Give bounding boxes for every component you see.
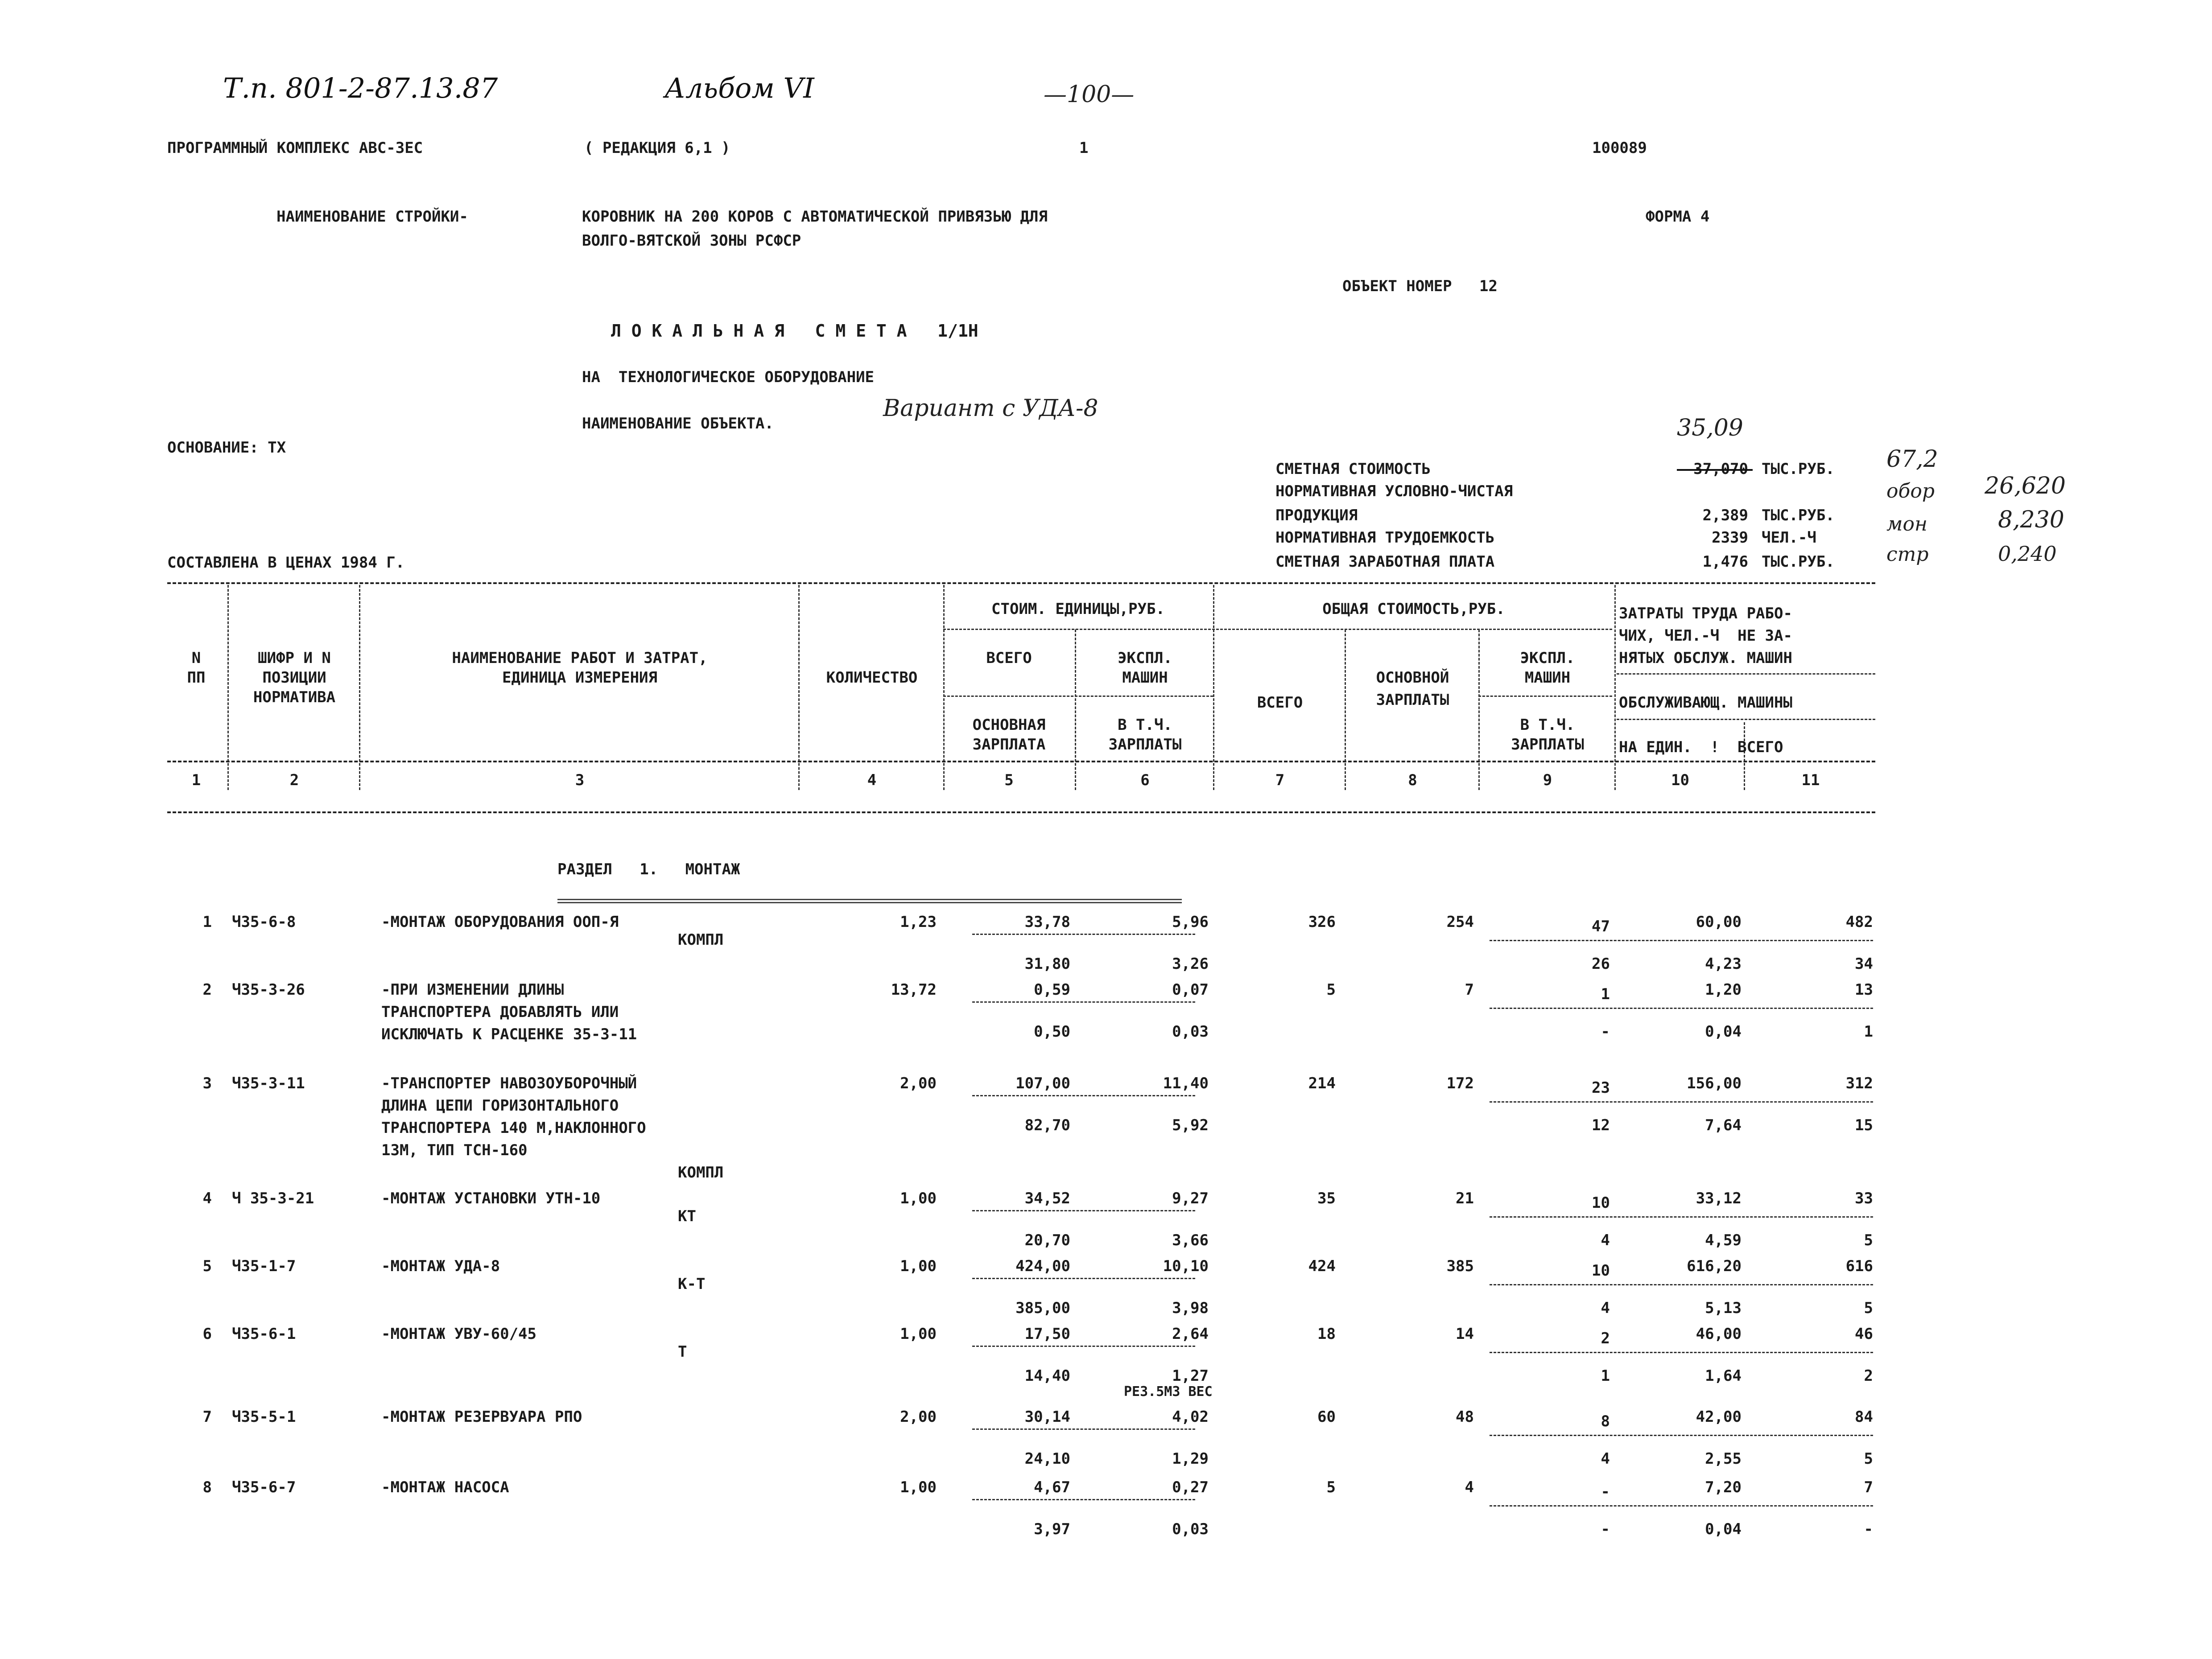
col-header-labor: ОБСЛУЖИВАЮЩ. МАШИНЫ xyxy=(1619,694,1792,712)
col-header-unit-cost: СТОИМ. ЕДИНИЦЫ,РУБ. xyxy=(991,600,1165,618)
col-header-vsego: ВСЕГО xyxy=(986,649,1032,667)
col-number: 7 xyxy=(1275,771,1285,789)
col-number: 2 xyxy=(289,771,299,789)
col-number: 4 xyxy=(867,771,877,789)
col-number: 11 xyxy=(1801,771,1820,789)
construction-name-line2: ВОЛГО-ВЯТСКОЙ ЗОНЫ РСФСР xyxy=(582,232,801,250)
row-labor-total-service: 15 xyxy=(1855,1116,1873,1134)
col-header-ekspl: ЭКСПЛ. xyxy=(1118,649,1172,667)
cell-divider xyxy=(972,934,1195,935)
row-quantity: 1,23 xyxy=(900,913,937,931)
cell-divider xyxy=(972,1210,1195,1211)
row-total-machines: 10 xyxy=(1592,1194,1610,1212)
row-total-salary: 21 xyxy=(1456,1190,1474,1207)
row-unit-machine-salary: 3,98 xyxy=(1172,1299,1209,1317)
col-header-number: N xyxy=(191,649,201,667)
row-quantity: 1,00 xyxy=(900,1257,937,1275)
header-subrule xyxy=(1617,719,1875,720)
col-header-vtch2: ЗАРПЛАТЫ xyxy=(1511,736,1584,753)
construction-label: НАИМЕНОВАНИЕ СТРОЙКИ- xyxy=(276,208,468,226)
row-labor-unit-service: 4,23 xyxy=(1705,955,1742,973)
row-labor-total-service: 5 xyxy=(1864,1299,1873,1317)
row-unit-machine-salary: 1,27 xyxy=(1172,1367,1209,1385)
row-work-name: ТРАНСПОРТЕРА ДОБАВЛЯТЬ ИЛИ xyxy=(381,1003,619,1021)
row-total-salary: 7 xyxy=(1465,981,1474,999)
row-total-machine-salary: 1 xyxy=(1601,1367,1610,1385)
row-unit-machine-salary: 1,29 xyxy=(1172,1450,1209,1468)
row-unit-total: 30,14 xyxy=(1024,1408,1070,1426)
summary-unit: ТЫС.РУБ. xyxy=(1762,553,1835,571)
col-header-ekspl: МАШИН xyxy=(1122,669,1168,687)
row-total: 18 xyxy=(1317,1325,1336,1343)
row-unit-total: 4,67 xyxy=(1034,1478,1070,1496)
document-title: Л О К А Л Ь Н А Я С М Е Т А 1/1Н xyxy=(611,321,978,341)
col-header-work-name: НАИМЕНОВАНИЕ РАБОТ И ЗАТРАТ, xyxy=(452,649,708,667)
section-underline xyxy=(557,899,1182,903)
row-total-salary: 254 xyxy=(1446,913,1474,931)
row-unit: К-Т xyxy=(678,1275,706,1293)
row-quantity: 1,00 xyxy=(900,1190,937,1207)
col-header-osn-zarplaty: ОСНОВНОЙ xyxy=(1376,669,1449,687)
row-unit-salary: 20,70 xyxy=(1024,1231,1070,1249)
col-header-code: НОРМАТИВА xyxy=(253,688,336,706)
row-note: РЕЗ.5МЗ ВЕС xyxy=(1124,1384,1213,1400)
row-unit-salary: 14,40 xyxy=(1024,1367,1070,1385)
section-title: РАЗДЕЛ 1. МОНТАЖ xyxy=(557,860,740,878)
header-subrule xyxy=(1478,696,1612,697)
row-work-name: ИСКЛЮЧАТЬ К РАСЦЕНКЕ 35-3-11 xyxy=(381,1025,637,1043)
row-number: 4 xyxy=(202,1190,212,1207)
row-code: Ч35-1-7 xyxy=(232,1257,296,1275)
table-border-top xyxy=(167,582,1875,584)
row-labor-total: 312 xyxy=(1845,1074,1873,1092)
col-header-osn-zarplata: ЗАРПЛАТА xyxy=(972,736,1046,753)
row-number: 6 xyxy=(202,1325,212,1343)
row-total-salary: 385 xyxy=(1446,1257,1474,1275)
row-number: 5 xyxy=(202,1257,212,1275)
handwritten-value: 26,620 xyxy=(1985,473,2066,499)
row-labor-unit: 46,00 xyxy=(1696,1325,1742,1343)
row-number: 7 xyxy=(202,1408,212,1426)
row-work-name: -ТРАНСПОРТЕР НАВОЗОУБОРОЧНЫЙ xyxy=(381,1074,637,1092)
column-separator xyxy=(227,585,229,790)
col-number: 3 xyxy=(575,771,585,789)
row-work-name: -МОНТАЖ ОБОРУДОВАНИЯ ООП-Я xyxy=(381,913,619,931)
row-labor-total-service: 5 xyxy=(1864,1231,1873,1249)
row-unit-machines: 9,27 xyxy=(1172,1190,1209,1207)
row-code: Ч35-6-7 xyxy=(232,1478,296,1496)
row-labor-unit-service: 5,13 xyxy=(1705,1299,1742,1317)
col-header-vtch: В Т.Ч. xyxy=(1118,716,1172,734)
handwritten-note: 67,2 xyxy=(1886,446,1938,473)
header-subrule xyxy=(943,696,1213,697)
document-subtitle: НА ТЕХНОЛОГИЧЕСКОЕ ОБОРУДОВАНИЕ xyxy=(582,368,875,386)
row-labor-unit: 156,00 xyxy=(1687,1074,1742,1092)
col-number: 6 xyxy=(1140,771,1150,789)
summary-label: НОРМАТИВНАЯ УСЛОВНО-ЧИСТАЯ xyxy=(1275,482,1513,500)
construction-name-line1: КОРОВНИК НА 200 КОРОВ С АВТОМАТИЧЕСКОЙ ПРИВЯЗЬЮ ДЛЯ xyxy=(582,208,1048,226)
form-number: ФОРМА 4 xyxy=(1646,208,1710,226)
col-header-number: ПП xyxy=(187,669,206,687)
row-total-machine-salary: - xyxy=(1601,1023,1610,1041)
col-header-labor: НЯТЫХ ОБСЛУЖ. МАШИН xyxy=(1619,649,1792,667)
row-total-salary: 48 xyxy=(1456,1408,1474,1426)
row-work-name: ДЛИНА ЦЕПИ ГОРИЗОНТАЛЬНОГО xyxy=(381,1097,619,1115)
strike-through xyxy=(1677,469,1753,471)
col-header-total: ВСЕГО xyxy=(1257,694,1303,712)
row-code: Ч35-5-1 xyxy=(232,1408,296,1426)
row-code: Ч35-6-8 xyxy=(232,913,296,931)
col-header-labor: НА ЕДИН. ! ВСЕГО xyxy=(1619,738,1783,756)
row-labor-unit-service: 0,04 xyxy=(1705,1520,1742,1538)
col-header-total-cost: ОБЩАЯ СТОИМОСТЬ,РУБ. xyxy=(1322,600,1505,618)
row-labor-unit: 1,20 xyxy=(1705,981,1742,999)
row-total-machine-salary: - xyxy=(1601,1520,1610,1538)
row-unit-machines: 0,27 xyxy=(1172,1478,1209,1496)
row-unit-machines: 5,96 xyxy=(1172,913,1209,931)
cell-divider xyxy=(1490,1284,1873,1285)
row-number: 8 xyxy=(202,1478,212,1496)
cell-divider xyxy=(1490,1352,1873,1353)
row-labor-unit-service: 4,59 xyxy=(1705,1231,1742,1249)
row-quantity: 2,00 xyxy=(900,1074,937,1092)
column-separator xyxy=(1213,585,1214,790)
cell-divider xyxy=(972,1428,1195,1430)
row-total-salary: 172 xyxy=(1446,1074,1474,1092)
summary-label: СМЕТНАЯ СТОИМОСТЬ xyxy=(1275,460,1431,478)
price-level: СОСТАВЛЕНА В ЦЕНАХ 1984 Г. xyxy=(167,554,405,572)
row-unit-total: 34,52 xyxy=(1024,1190,1070,1207)
row-labor-total: 7 xyxy=(1864,1478,1873,1496)
cell-divider xyxy=(1490,1008,1873,1009)
row-unit-salary: 31,80 xyxy=(1024,955,1070,973)
row-labor-total: 616 xyxy=(1845,1257,1873,1275)
row-labor-unit-service: 7,64 xyxy=(1705,1116,1742,1134)
cell-divider xyxy=(1490,1101,1873,1103)
document-code: 100089 xyxy=(1592,139,1647,157)
row-total-machine-salary: 4 xyxy=(1601,1231,1610,1249)
cell-divider xyxy=(1490,1435,1873,1436)
row-total: 35 xyxy=(1317,1190,1336,1207)
cell-divider xyxy=(1490,940,1873,941)
row-unit-machines: 10,10 xyxy=(1163,1257,1209,1275)
project-code-stamp: Т.п. 801-2-87.13.87 xyxy=(223,72,498,104)
row-labor-total: 46 xyxy=(1855,1325,1873,1343)
col-header-osn-zarplaty: ЗАРПЛАТЫ xyxy=(1376,691,1449,709)
row-labor-total-service: 34 xyxy=(1855,955,1873,973)
col-header-code: ШИФР И N xyxy=(258,649,331,667)
handwritten-note: стр xyxy=(1886,543,1929,566)
row-labor-total: 13 xyxy=(1855,981,1873,999)
row-number: 3 xyxy=(202,1074,212,1092)
col-number: 10 xyxy=(1671,771,1689,789)
row-code: Ч 35-3-21 xyxy=(232,1190,314,1207)
row-number: 2 xyxy=(202,981,212,999)
cell-divider xyxy=(972,1346,1195,1347)
header-subrule xyxy=(943,629,1612,630)
row-labor-unit-service: 1,64 xyxy=(1705,1367,1742,1385)
row-total: 5 xyxy=(1326,981,1336,999)
row-unit-total: 33,78 xyxy=(1024,913,1070,931)
col-header-quantity: КОЛИЧЕСТВО xyxy=(826,669,918,687)
handwritten-value: 0,240 xyxy=(1998,542,2057,566)
row-labor-total-service: 5 xyxy=(1864,1450,1873,1468)
row-unit-total: 0,59 xyxy=(1034,981,1070,999)
object-name-handwritten: Вариант с УДА-8 xyxy=(883,395,1098,422)
row-total-machines: 10 xyxy=(1592,1262,1610,1280)
row-total-machines: 8 xyxy=(1601,1412,1610,1430)
row-unit-machine-salary: 5,92 xyxy=(1172,1116,1209,1134)
row-total-machines: 23 xyxy=(1592,1079,1610,1097)
row-total-machine-salary: 4 xyxy=(1601,1450,1610,1468)
row-labor-total-service: 2 xyxy=(1864,1367,1873,1385)
row-unit: КОМПЛ xyxy=(678,1164,724,1181)
row-labor-unit: 60,00 xyxy=(1696,913,1742,931)
summary-unit: ТЫС.РУБ. xyxy=(1762,506,1835,524)
col-number: 9 xyxy=(1543,771,1552,789)
row-work-name: -МОНТАЖ НАСОСА xyxy=(381,1478,509,1496)
row-total-salary: 14 xyxy=(1456,1325,1474,1343)
row-labor-total: 482 xyxy=(1845,913,1873,931)
row-labor-total-service: - xyxy=(1864,1520,1873,1538)
row-total: 60 xyxy=(1317,1408,1336,1426)
handwritten-correction: 35,09 xyxy=(1677,415,1743,441)
row-total-machines: 47 xyxy=(1592,918,1610,935)
column-separator xyxy=(359,585,360,790)
basis: ОСНОВАНИЕ: ТХ xyxy=(167,439,286,457)
row-labor-unit: 7,20 xyxy=(1705,1478,1742,1496)
row-unit-machines: 11,40 xyxy=(1163,1074,1209,1092)
cell-divider xyxy=(972,1499,1195,1500)
object-name-label: НАИМЕНОВАНИЕ ОБЪЕКТА. xyxy=(582,415,774,432)
program-name: ПРОГРАММНЫЙ КОМПЛЕКС АВС-3ЕС xyxy=(167,139,423,157)
row-unit-machines: 4,02 xyxy=(1172,1408,1209,1426)
summary-unit: ЧЕЛ.-Ч xyxy=(1762,529,1816,547)
summary-label: ПРОДУКЦИЯ xyxy=(1275,506,1358,524)
row-total: 424 xyxy=(1308,1257,1336,1275)
header-subrule xyxy=(1617,673,1875,675)
row-labor-unit: 33,12 xyxy=(1696,1190,1742,1207)
col-number: 8 xyxy=(1408,771,1417,789)
row-unit-total: 424,00 xyxy=(1015,1257,1070,1275)
row-unit-salary: 82,70 xyxy=(1024,1116,1070,1134)
cell-divider xyxy=(972,1278,1195,1279)
row-unit: КТ xyxy=(678,1207,696,1225)
row-quantity: 1,00 xyxy=(900,1325,937,1343)
handwritten-note: обор xyxy=(1886,480,1935,502)
album-stamp: Альбом VI xyxy=(664,72,814,104)
summary-label: СМЕТНАЯ ЗАРАБОТНАЯ ПЛАТА xyxy=(1275,553,1495,571)
row-unit: Т xyxy=(678,1343,687,1361)
handwritten-note: мон xyxy=(1886,513,1927,535)
summary-value: 1,476 xyxy=(1702,553,1748,571)
cell-divider xyxy=(972,1001,1195,1003)
col-header-vtch: ЗАРПЛАТЫ xyxy=(1108,736,1182,753)
col-header-labor: ЧИХ, ЧЕЛ.-Ч НЕ ЗА- xyxy=(1619,627,1792,645)
col-header-code: ПОЗИЦИИ xyxy=(262,669,326,687)
summary-unit: ТЫС.РУБ. xyxy=(1762,460,1835,478)
row-labor-total: 84 xyxy=(1855,1408,1873,1426)
table-header-rule xyxy=(167,761,1875,762)
row-code: Ч35-3-26 xyxy=(232,981,305,999)
row-labor-unit: 616,20 xyxy=(1687,1257,1742,1275)
cell-divider xyxy=(1490,1216,1873,1218)
page-number: —100— xyxy=(1044,81,1135,108)
column-separator xyxy=(1345,630,1346,790)
row-labor-unit: 42,00 xyxy=(1696,1408,1742,1426)
row-total-machine-salary: 12 xyxy=(1592,1116,1610,1134)
row-total-machines: - xyxy=(1601,1483,1610,1501)
summary-value: 2339 xyxy=(1712,529,1748,547)
edition: ( РЕДАКЦИЯ 6,1 ) xyxy=(584,139,730,157)
column-separator xyxy=(798,585,800,790)
row-unit-machine-salary: 0,03 xyxy=(1172,1023,1209,1041)
summary-value: 37,070 xyxy=(1693,460,1748,478)
row-unit-salary: 0,50 xyxy=(1034,1023,1070,1041)
row-unit-machines: 2,64 xyxy=(1172,1325,1209,1343)
row-total: 326 xyxy=(1308,913,1336,931)
row-work-name: -ПРИ ИЗМЕНЕНИИ ДЛИНЫ xyxy=(381,981,564,999)
table-header-bottom xyxy=(167,811,1875,813)
row-labor-unit-service: 0,04 xyxy=(1705,1023,1742,1041)
row-work-name: -МОНТАЖ УДА-8 xyxy=(381,1257,500,1275)
row-unit-machine-salary: 0,03 xyxy=(1172,1520,1209,1538)
col-header-osn-zarplata: ОСНОВНАЯ xyxy=(972,716,1046,734)
handwritten-value: 8,230 xyxy=(1998,506,2064,533)
row-quantity: 1,00 xyxy=(900,1478,937,1496)
row-code: Ч35-6-1 xyxy=(232,1325,296,1343)
summary-label: НОРМАТИВНАЯ ТРУДОЕМКОСТЬ xyxy=(1275,529,1495,547)
row-total-machines: 2 xyxy=(1601,1330,1610,1347)
row-unit-salary: 24,10 xyxy=(1024,1450,1070,1468)
row-work-name: -МОНТАЖ РЕЗЕРВУАРА РПО xyxy=(381,1408,582,1426)
row-unit-machines: 0,07 xyxy=(1172,981,1209,999)
row-total-machine-salary: 4 xyxy=(1601,1299,1610,1317)
row-total-salary: 4 xyxy=(1465,1478,1474,1496)
row-number: 1 xyxy=(202,913,212,931)
row-unit-salary: 385,00 xyxy=(1015,1299,1070,1317)
row-unit-machine-salary: 3,26 xyxy=(1172,955,1209,973)
row-labor-total-service: 1 xyxy=(1864,1023,1873,1041)
row-work-name: ТРАНСПОРТЕРА 140 М,НАКЛОННОГО xyxy=(381,1119,646,1137)
col-header-ekspl2: ЭКСПЛ. xyxy=(1520,649,1575,667)
column-separator xyxy=(1478,630,1480,790)
column-separator xyxy=(1614,585,1616,790)
summary-value: 2,389 xyxy=(1702,506,1748,524)
row-code: Ч35-3-11 xyxy=(232,1074,305,1092)
object-number: ОБЪЕКТ НОМЕР 12 xyxy=(1342,277,1498,295)
column-separator xyxy=(1075,630,1076,790)
row-work-name: 13М, ТИП ТСН-160 xyxy=(381,1141,528,1159)
row-unit-total: 107,00 xyxy=(1015,1074,1070,1092)
cell-divider xyxy=(1490,1505,1873,1507)
row-quantity: 13,72 xyxy=(891,981,937,999)
row-unit-salary: 3,97 xyxy=(1034,1520,1070,1538)
cell-divider xyxy=(972,1095,1195,1096)
col-header-vtch2: В Т.Ч. xyxy=(1520,716,1575,734)
sheet-one: 1 xyxy=(1079,139,1089,157)
row-quantity: 2,00 xyxy=(900,1408,937,1426)
col-header-work-name: ЕДИНИЦА ИЗМЕРЕНИЯ xyxy=(502,669,657,687)
row-total-machine-salary: 26 xyxy=(1592,955,1610,973)
col-number: 5 xyxy=(1004,771,1014,789)
row-work-name: -МОНТАЖ УСТАНОВКИ УТН-10 xyxy=(381,1190,601,1207)
row-total-machines: 1 xyxy=(1601,985,1610,1003)
row-unit-machine-salary: 3,66 xyxy=(1172,1231,1209,1249)
row-unit-total: 17,50 xyxy=(1024,1325,1070,1343)
row-total: 214 xyxy=(1308,1074,1336,1092)
row-unit: КОМПЛ xyxy=(678,931,724,949)
row-work-name: -МОНТАЖ УВУ-60/45 xyxy=(381,1325,536,1343)
column-separator xyxy=(1744,722,1745,790)
row-labor-unit-service: 2,55 xyxy=(1705,1450,1742,1468)
col-header-ekspl2: МАШИН xyxy=(1524,669,1571,687)
row-labor-total: 33 xyxy=(1855,1190,1873,1207)
col-header-labor: ЗАТРАТЫ ТРУДА РАБО- xyxy=(1619,605,1792,622)
col-number: 1 xyxy=(191,771,201,789)
row-total: 5 xyxy=(1326,1478,1336,1496)
